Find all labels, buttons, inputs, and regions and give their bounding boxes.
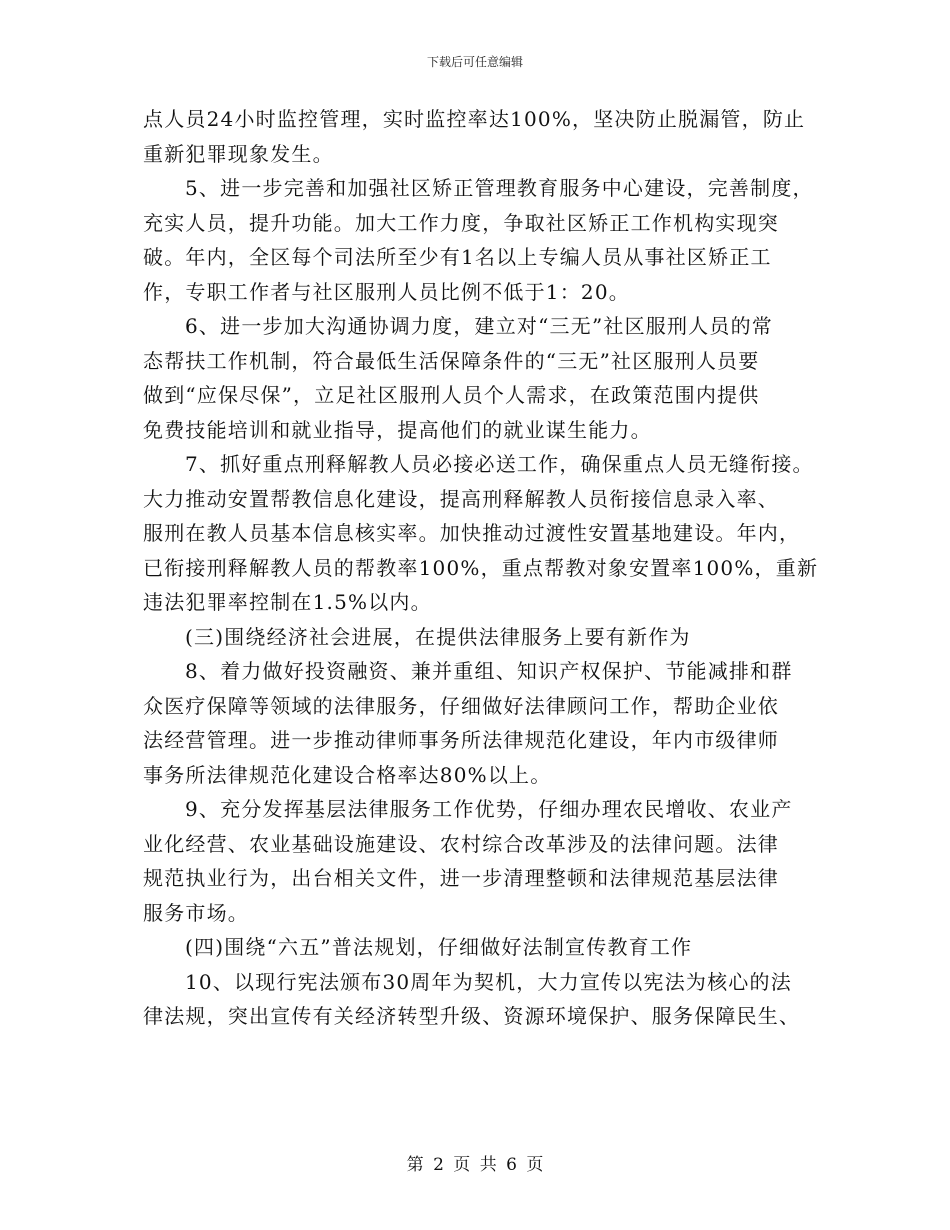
body-line: 6、进一步加大沟通协调力度，建立对“三无”社区服刑人员的常 bbox=[185, 314, 773, 338]
document-body bbox=[143, 102, 823, 1034]
body-line: 重新犯罪现象发生。 bbox=[143, 141, 334, 166]
body-line: 9、充分发挥基层法律服务工作优势，仔细办理农民增收、农业产 bbox=[185, 797, 793, 821]
body-line: 充实人员，提升功能。加大工作力度，争取社区矫正工作机构实现突 bbox=[143, 210, 779, 235]
body-line: 大力推动安置帮教信息化建设，提高刑释解教人员衔接信息录入率、 bbox=[143, 486, 779, 511]
body-line: 违法犯罪率控制在1.5%以内。 bbox=[143, 590, 432, 614]
body-line: 态帮扶工作机制，符合最低生活保障条件的“三无”社区服刑人员要 bbox=[143, 348, 760, 373]
body-line: 破。年内，全区每个司法所至少有1名以上专编人员从事社区矫正工 bbox=[143, 245, 772, 269]
body-line: 律法规，突出宣传有关经济转型升级、资源环境保护、服务保障民生、 bbox=[143, 1004, 801, 1028]
body-line: 点人员24小时监控管理，实时监控率达100%，坚决防止脱漏管，防止 bbox=[143, 107, 806, 131]
body-line: 事务所法律规范化建设合格率达80%以上。 bbox=[143, 762, 552, 787]
body-line: 5、进一步完善和加强社区矫正管理教育服务中心建设，完善制度， bbox=[185, 176, 814, 200]
body-line: 10、以现行宪法颁布30周年为契机，大力宣传以宪法为核心的法 bbox=[185, 969, 792, 994]
section-heading: (三)围绕经济社会进展，在提供法律服务上要有新作为 bbox=[185, 624, 691, 649]
body-line: 业化经营、农业基础设施建设、农村综合改革涉及的法律问题。法律 bbox=[143, 831, 779, 856]
body-line: 服刑在教人员基本信息核实率。加快推动过渡性安置基地建设。年内， bbox=[143, 521, 801, 545]
body-line: 服务市场。 bbox=[143, 900, 249, 925]
page-header-note: 下载后可任意编辑 bbox=[426, 55, 523, 69]
body-line: 做到“应保尽保”，立足社区服刑人员个人需求，在政策范围内提供 bbox=[143, 383, 760, 407]
body-line: 作，专职工作者与社区服刑人员比例不低于1：20。 bbox=[143, 279, 630, 304]
body-line: 免费技能培训和就业指导，提高他们的就业谋生能力。 bbox=[143, 417, 652, 442]
body-line: 8、着力做好投资融资、兼并重组、知识产权保护、节能减排和群 bbox=[185, 659, 793, 683]
body-line: 众医疗保障等领域的法律服务，仔细做好法律顾问工作，帮助企业依 bbox=[143, 693, 779, 718]
section-heading: (四)围绕“六五”普法规划，仔细做好法制宣传教育工作 bbox=[185, 935, 693, 959]
body-line: 7、抓好重点刑释解教人员必接必送工作，确保重点人员无缝衔接。 bbox=[185, 452, 814, 476]
page-number: 第 2 页 共 6 页 bbox=[406, 1155, 544, 1175]
body-line: 规范执业行为，出台相关文件，进一步清理整顿和法律规范基层法律 bbox=[143, 866, 779, 890]
body-line: 已衔接刑释解教人员的帮教率100%，重点帮教对象安置率100%，重新 bbox=[143, 555, 819, 580]
body-line: 法经营管理。进一步推动律师事务所法律规范化建设，年内市级律师 bbox=[143, 728, 779, 752]
